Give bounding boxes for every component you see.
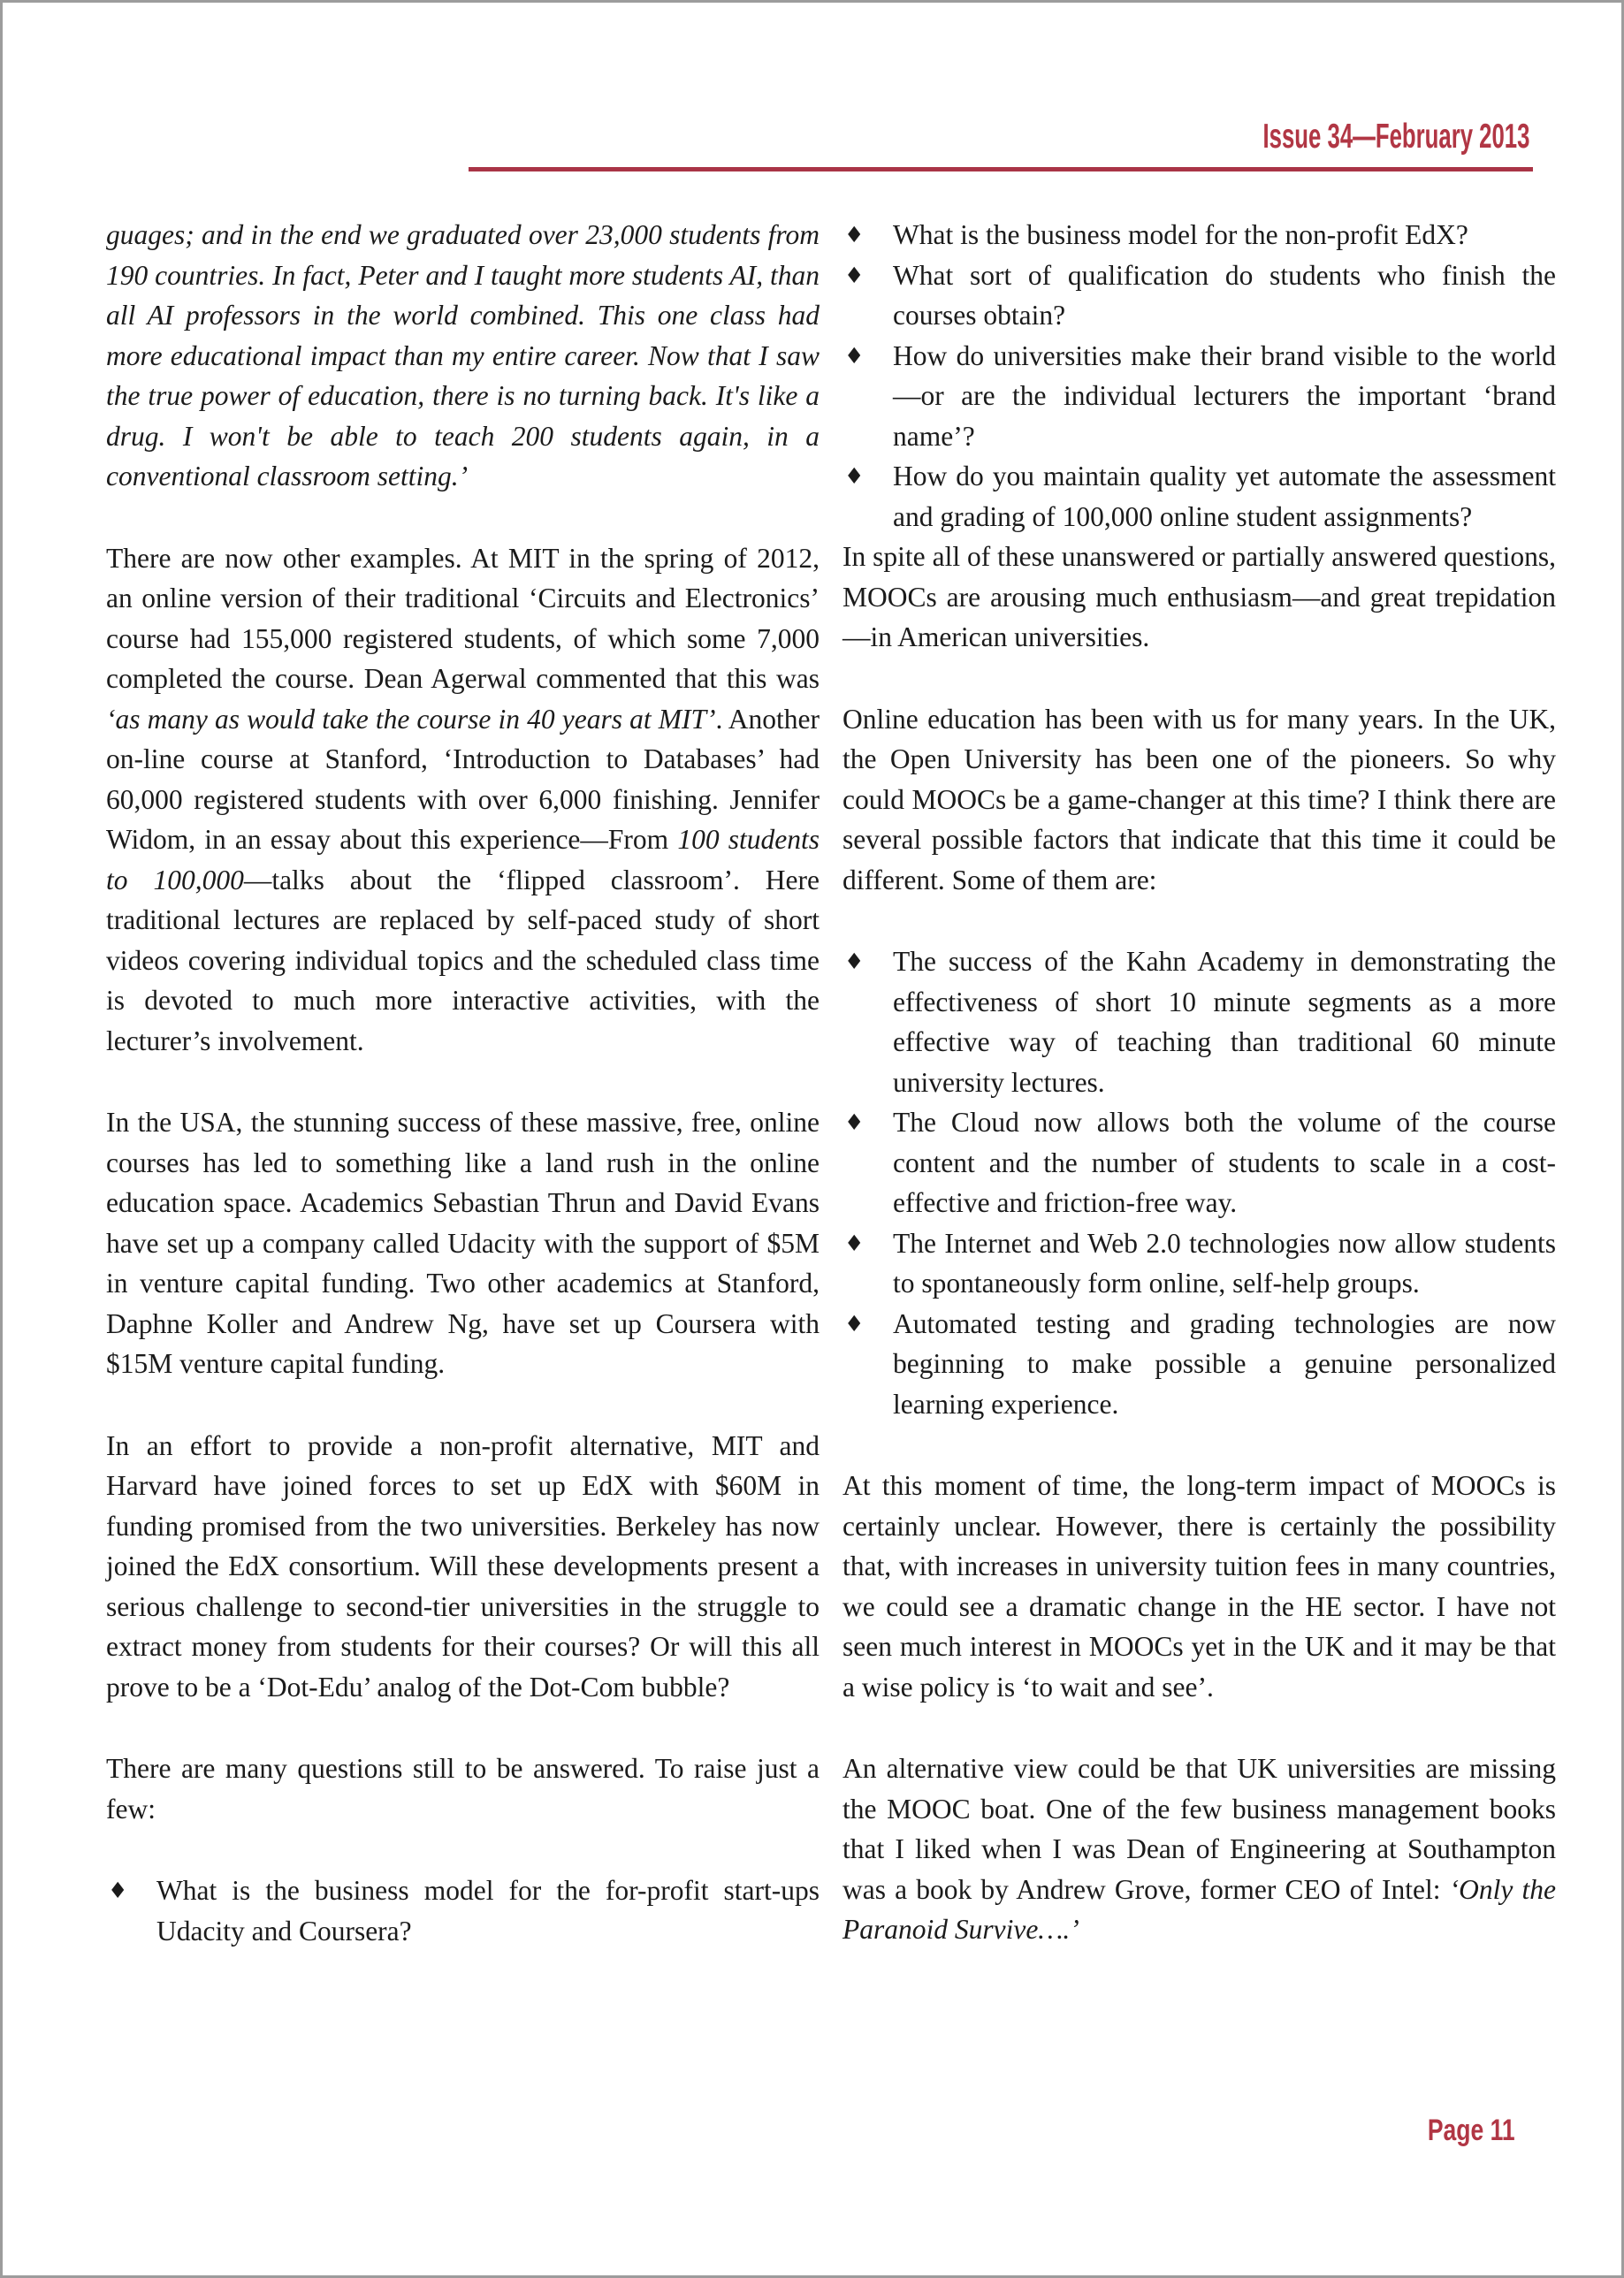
header-rule [469,167,1533,171]
page-number: Page 11 [1428,2114,1515,2147]
paragraph-longterm-impact: At this moment of time, the long-term impact of MOOCs is certainly unclear. However, there is certainly the possibility that, with increases in university tuition fees in many countries, we could see a dramatic change in the HE sector. I have not seen much interest in MOOCs yet in the UK and it may be that a wise policy is ‘to wait and see’. [842,1470,1556,1703]
bullet-text: What is the business model for the non-profit EdX? [893,219,1468,250]
issue-label: Issue 34—February 2013 [1262,118,1529,156]
page-header [1125,118,1529,156]
right-column [842,215,1556,1992]
bullet-text: How do universities make their brand visible to the world—or are the individual lecturers the important ‘brand name’? [893,339,1556,452]
left-column [106,215,820,1992]
diamond-bullet-icon [844,255,864,296]
bullet-text: What sort of qualification do students who finish the courses obtain? [893,259,1556,331]
paragraph-questions-intro: There are many questions still to be answered. To raise just a few: [106,1753,820,1825]
bullet-item [842,1304,1556,1425]
diamond-bullet-icon [844,215,864,255]
bullet-item [842,336,1556,457]
bullet-text: The Internet and Web 2.0 technologies now allow students to spontaneously form online, self-help groups. [893,1227,1556,1299]
paragraph-edx-nonprofit: In an effort to provide a non-profit alternative, MIT and Harvard have joined forces to set up EdX with $60M in funding promised from the two universities. Berkeley has now joined the EdX consortium. Will these developments present a serious challenge to second-tier universities in the struggle to extract money from students for their courses? Or will this all prove to be a ‘Dot-Edu’ analog of the Dot-Com bubble? [106,1429,820,1703]
left-bullet-list [106,1870,820,1951]
quote-paragraph: guages; and in the end we graduated over 23,000 students from 190 countries. In fact, Peter and I taught more students AI, than all AI professors in the world combined. This one class had more educational impact than my entire career. Now that I saw the true power of education, there is no turning back. It's like a drug. I won't be able to teach 200 students again, in a conventional classroom setting.’ [106,219,820,491]
diamond-bullet-icon [844,941,864,982]
bullet-text: The Cloud now allows both the volume of the course content and the number of students to scale in a cost-effective and friction-free way. [893,1107,1556,1218]
paragraph-online-education: Online education has been with us for many years. In the UK, the Open University has been one of the pioneers. So why could MOOCs be a game-changer at this time? I think there are several possible factors that indicate that this time it could be different. Some of them are: [842,703,1556,895]
bullet-item [842,215,1556,255]
bullet-text: Automated testing and grading technologies are now beginning to make possible a genuine personalized learning experience. [893,1307,1556,1420]
bullet-text: The success of the Kahn Academy in demonstrating the effectiveness of short 10 minute segments as a more effective way of teaching than traditional 60 minute university lectures. [893,946,1556,1098]
diamond-bullet-icon [844,336,864,377]
diamond-bullet-icon [844,456,864,497]
diamond-bullet-icon [108,1870,127,1911]
bullet-text: What is the business model for the for-profit start-ups Udacity and Coursera? [156,1875,820,1947]
paragraph-mit-examples: There are now other examples. At MIT in the spring of 2012, an online version of their traditional ‘Circuits and Electronics’ course had 155,000 registered students, of which some 7,000 completed the course. Dean Agerwal commented that this was ‘as many as would take the course in 40 years at MIT’. Another on-line course at Stanford, ‘Introduction to Databases’ had 60,000 registered students with over 6,000 finishing. Jennifer Widom, in an essay about this experience—From 100 students to 100,000—talks about the ‘flipped classroom’. Here traditional lectures are replaced by self-paced study of short videos covering individual topics and the scheduled class time is devoted to much more interactive activities, with the lecturer’s involvement. [106,542,820,1056]
bullet-item [842,456,1556,537]
content-columns [106,215,1556,1992]
paragraph-inspite: In spite all of these unanswered or partially answered questions, MOOCs are arousing much enthusiasm—and great trepidation—in American universities. [842,541,1556,652]
bullet-item [106,1870,820,1951]
bullet-item [842,1102,1556,1223]
paragraph-alternative-view: An alternative view could be that UK universities are missing the MOOC boat. One of the few business management books that I liked when I was Dean of Engineering at Southampton was a book by Andrew Grove, former CEO of Intel: ‘Only the Paranoid Survive….’ [842,1753,1556,1945]
bullet-item [842,255,1556,336]
paragraph-usa-landrush: In the USA, the stunning success of these massive, free, online courses has led to something like a land rush in the online education space. Academics Sebastian Thrun and David Evans have set up a company called Udacity with the support of $5M in venture capital funding. Two other academics at Stanford, Daphne Koller and Andrew Ng, have set up Coursera with $15M venture capital funding. [106,1107,820,1379]
question-bullet-list [842,215,1556,537]
bullet-text: How do you maintain quality yet automate the assessment and grading of 100,000 online student assignments? [893,461,1556,532]
diamond-bullet-icon [844,1304,864,1345]
bullet-item [842,1223,1556,1304]
diamond-bullet-icon [844,1223,864,1264]
diamond-bullet-icon [844,1102,864,1143]
factors-bullet-list [842,941,1556,1424]
page-footer [1403,2114,1515,2148]
bullet-item [842,941,1556,1102]
